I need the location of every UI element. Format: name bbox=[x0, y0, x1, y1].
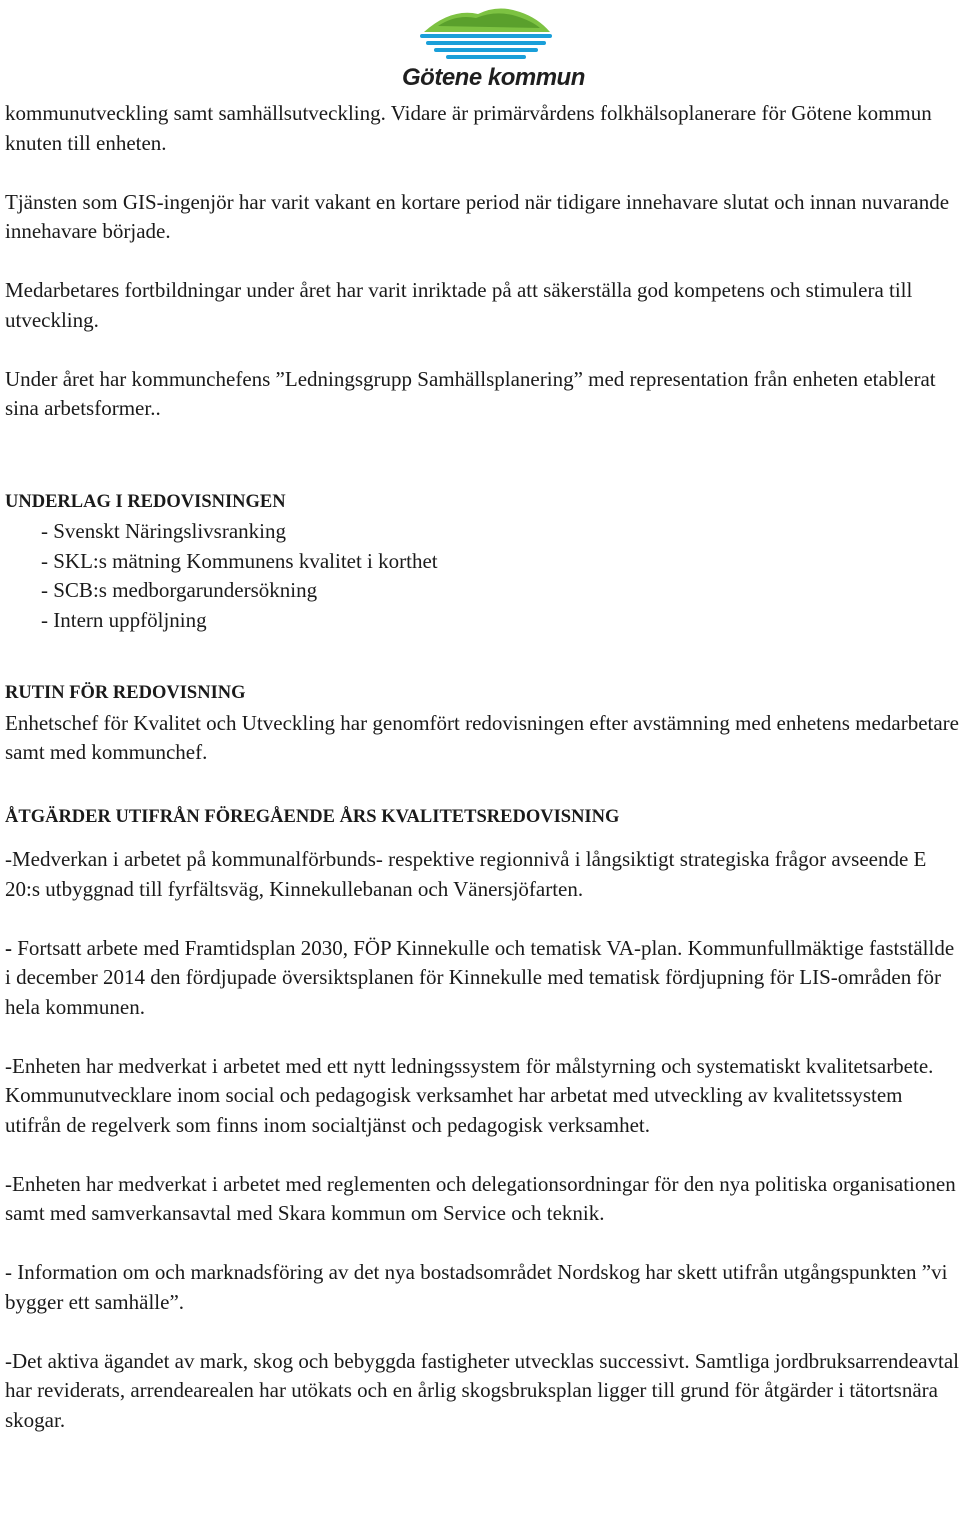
paragraph: Tjänsten som GIS-ingenjör har varit vakant en kortare period när tidigare innehavare slutat och innan nuvarande innehavare började. bbox=[5, 189, 950, 243]
paragraph: -Det aktiva ägandet av mark, skog och bebyggda fastigheter utvecklas successivt. Samtliga jordbruksarrendeavtal har reviderats, arrendearealen har utökats och en årlig skogsbruksplan ligger till grund för åtgärder i tätortsnära skogar. bbox=[5, 1348, 960, 1432]
paragraph: -Enheten har medverkat i arbetet med reglementen och delegationsordningar för den nya politiska organisationen samt med samverkansavtal med Skara kommun om Service och teknik. bbox=[5, 1171, 956, 1225]
paragraph: -Medverkan i arbetet på kommunalförbunds- respektive regionnivå i långsiktigt strategiska frågor avseende E 20:s utbyggnad till fyrfältsväg, Kinnekullebanan och Vänersjöfarten. bbox=[5, 847, 927, 901]
document-body bbox=[5, 99, 959, 1435]
logo-text: Götene kommun bbox=[402, 64, 585, 91]
paragraph: - Fortsatt arbete med Framtidsplan 2030, FÖP Kinnekulle och tematisk VA-plan. Kommunfullmäktige fastställde i december 2014 den fördjupade översiktsplanen för Kinnekulle med tematisk fördjupning för LIS-områden för hela kommunen. bbox=[5, 935, 955, 1019]
section-heading-rutin: RUTIN FÖR REDOVISNING bbox=[5, 683, 246, 703]
list-item: - Svenskt Näringslivsranking bbox=[41, 519, 286, 543]
list-item: - Intern uppföljning bbox=[41, 607, 207, 632]
paragraph: Medarbetares fortbildningar under året har varit inriktade på att säkerställa god kompetens och stimulera till utveckling. bbox=[5, 278, 913, 332]
paragraph: kommunutveckling samt samhällsutveckling. Vidare är primärvårdens folkhälsoplanerare för Götene kommun knuten till enheten. bbox=[5, 101, 932, 155]
list-item: - SKL:s mätning Kommunens kvalitet i korthet bbox=[41, 548, 438, 573]
paragraph: -Enheten har medverkat i arbetet med ett nytt ledningssystem för målstyrning och systematiskt kvalitetsarbete. Kommunutvecklare inom social och pedagogisk verksamhet har arbetat med utveckling av kvalitetssystem utifrån de regelverk som finns inom socialtjänst och pedagogisk verksamhet. bbox=[5, 1053, 934, 1137]
paragraph: - Information om och marknadsföring av det nya bostadsområdet Nordskog har skett utifrån utgångspunkten ”vi bygger ett samhälle”. bbox=[5, 1260, 948, 1314]
mountain-lake-icon bbox=[416, 2, 556, 66]
gotene-kommun-logo bbox=[398, 2, 585, 98]
underlag-list bbox=[5, 517, 959, 635]
section-heading-underlag: UNDERLAG I REDOVISNINGEN bbox=[5, 491, 286, 512]
paragraph: Under året har kommunchefens ”Ledningsgrupp Samhällsplanering” med representation från enheten etablerat sina arbetsformer.. bbox=[5, 366, 936, 420]
section-heading-atgarder: ÅTGÄRDER UTIFRÅN FÖREGÅENDE ÅRS KVALITETSREDOVISNING bbox=[5, 806, 620, 827]
list-item: - SCB:s medborgarundersökning bbox=[41, 578, 318, 602]
paragraph: Enhetschef för Kvalitet och Utveckling har genomfört redovisningen efter avstämning med enhetens medarbetare samt med kommunchef. bbox=[5, 710, 959, 764]
